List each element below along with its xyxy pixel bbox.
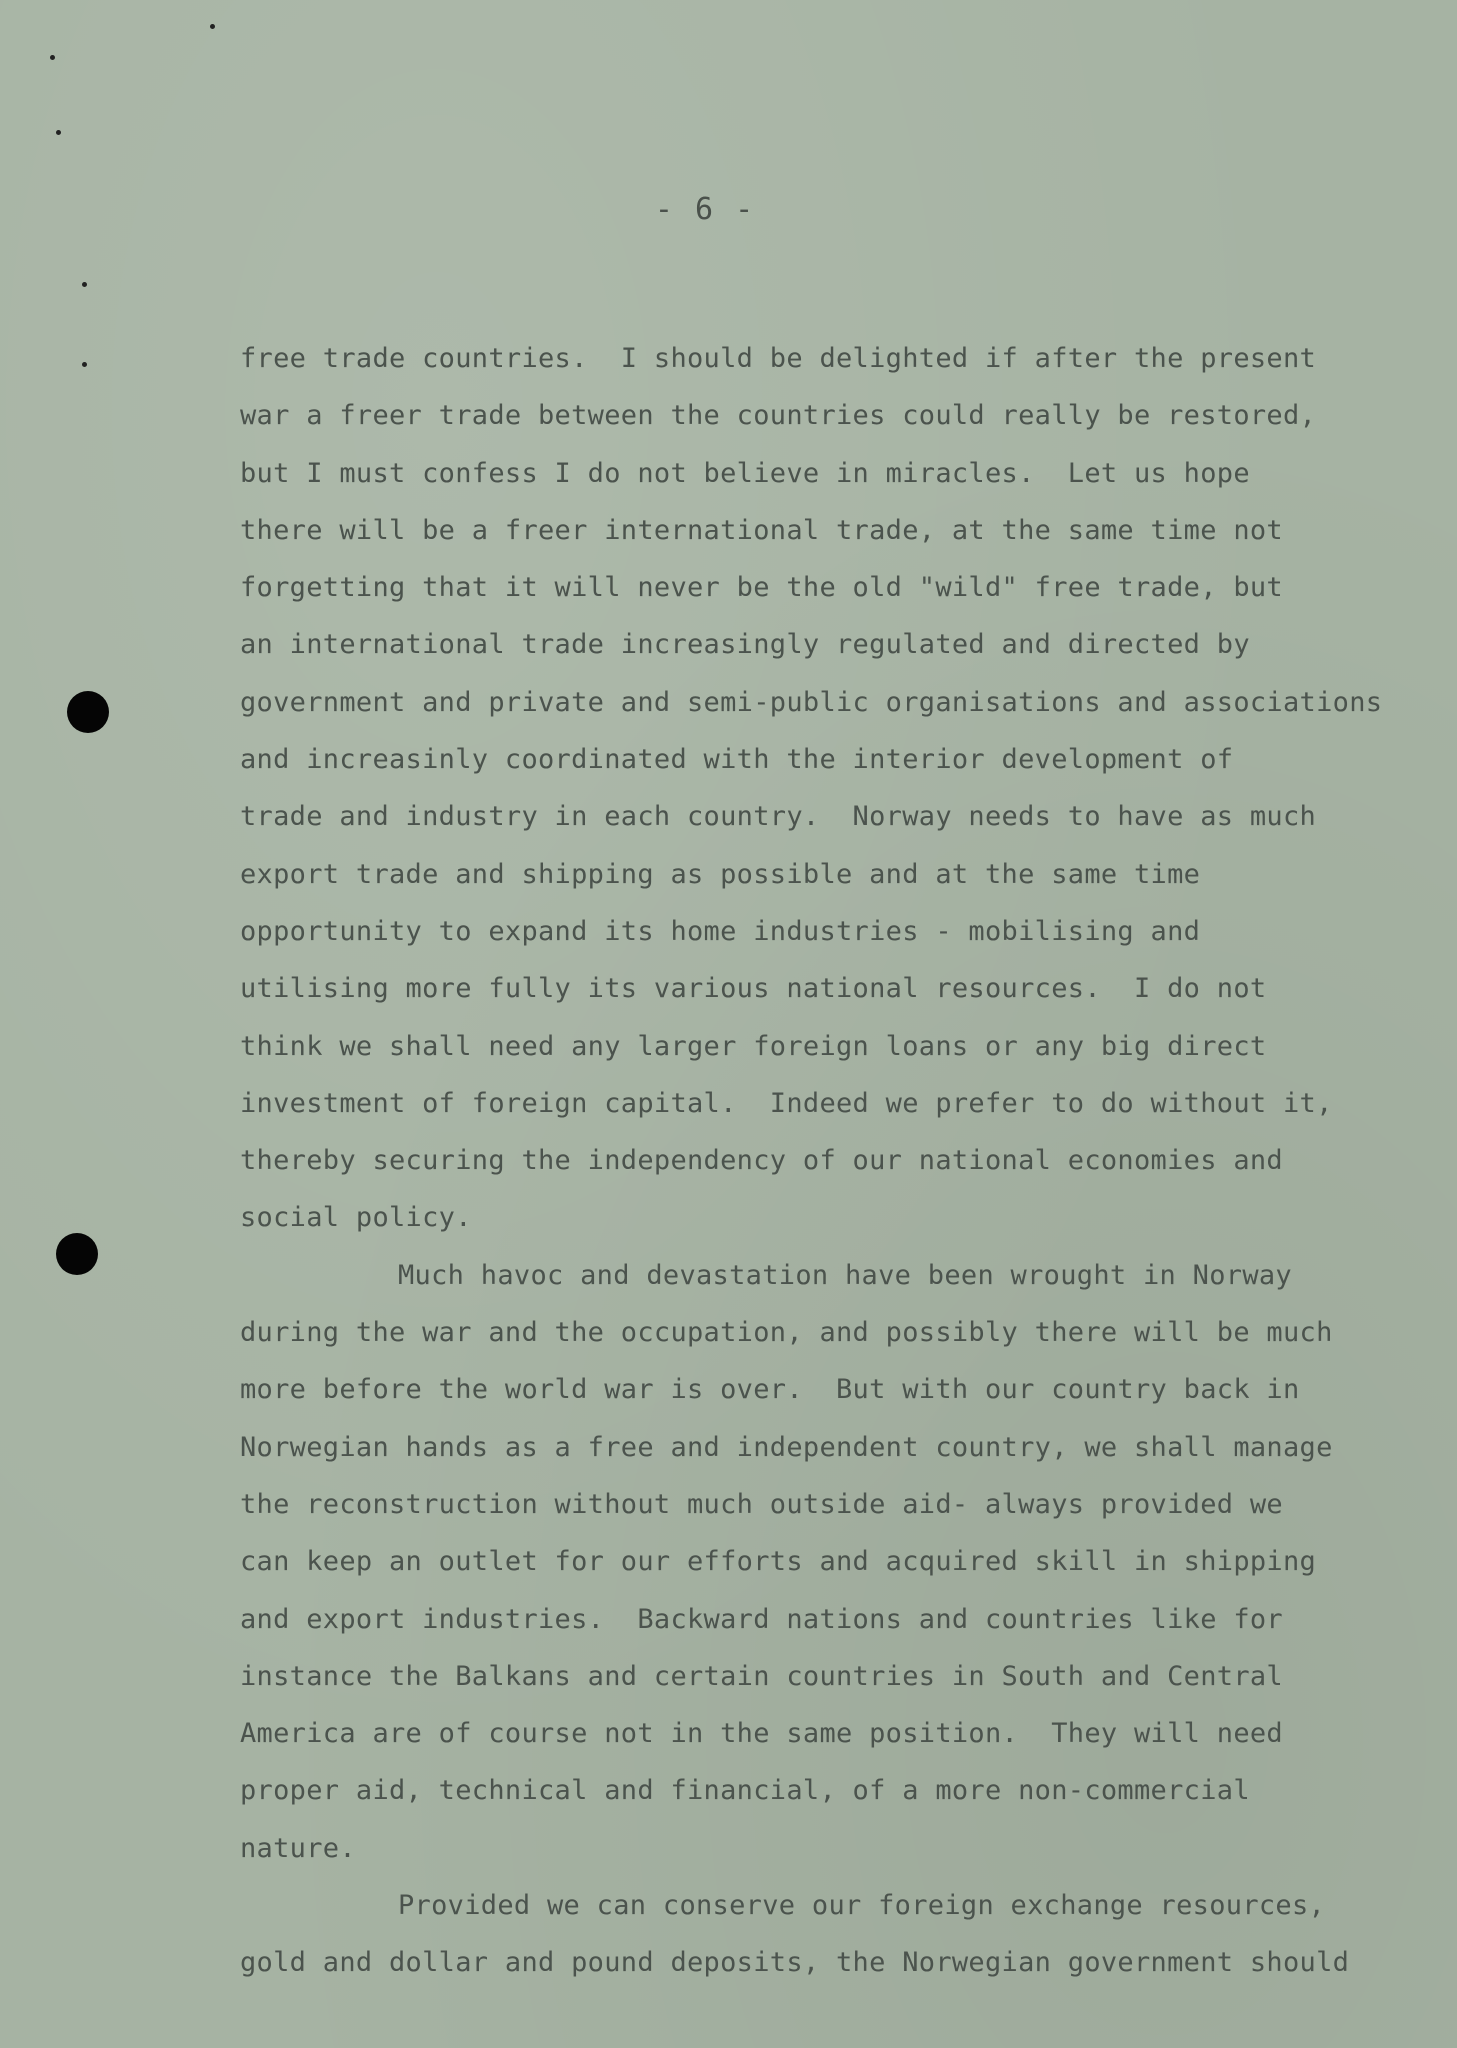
text-line: free trade countries. I should be delighted if after the present [240, 343, 1317, 374]
punch-hole-top [67, 691, 109, 733]
text-line: opportunity to expand its home industries - mobilising and [240, 915, 1201, 947]
text-line: an international trade increasingly regulated and directed by [240, 629, 1250, 661]
text-line: but I must confess I do not believe in miracles. Let us hope [240, 457, 1250, 489]
speck-mark [50, 55, 55, 60]
text-line: proper aid, technical and financial, of a more non-commercial [240, 1775, 1250, 1807]
text-line: forgetting that it will never be the old "wild" free trade, but [240, 572, 1283, 604]
text-line: the reconstruction without much outside aid- always provided we [240, 1488, 1283, 1520]
text-line: war a freer trade between the countries could really be restored, [240, 400, 1317, 432]
speck-mark [210, 24, 215, 29]
text-line: export trade and shipping as possible and at the same time [240, 858, 1201, 890]
text-line: during the war and the occupation, and possibly there will be much [240, 1317, 1333, 1349]
text-line: social policy. [240, 1202, 472, 1234]
speck-mark [56, 130, 61, 135]
text-line: Provided we can conserve our foreign exchange resources, [398, 1890, 1326, 1922]
text-line: government and private and semi-public organisations and associations [240, 686, 1383, 718]
body-text [240, 330, 1420, 1992]
page-number: - 6 - [654, 192, 756, 227]
speck-mark [82, 362, 87, 367]
text-line: think we shall need any larger foreign loans or any big direct [240, 1030, 1267, 1062]
text-line: nature. [240, 1832, 356, 1864]
speck-mark [82, 282, 87, 287]
text-line: investment of foreign capital. Indeed we prefer to do without it, [240, 1087, 1333, 1119]
text-line: trade and industry in each country. Norway needs to have as much [240, 801, 1317, 833]
text-line: Much havoc and devastation have been wrought in Norway [398, 1259, 1292, 1291]
text-line: there will be a freer international trade, at the same time not [240, 514, 1283, 546]
punch-hole-bottom [56, 1233, 98, 1275]
text-line: instance the Balkans and certain countries in South and Central [240, 1660, 1283, 1692]
text-line: can keep an outlet for our efforts and acquired skill in shipping [240, 1546, 1317, 1578]
text-line: America are of course not in the same position. They will need [240, 1718, 1283, 1750]
text-line: and increasinly coordinated with the interior development of [240, 744, 1234, 776]
text-line: gold and dollar and pound deposits, the Norwegian government should [240, 1947, 1350, 1979]
text-line: and export industries. Backward nations and countries like for [240, 1603, 1283, 1635]
text-line: more before the world war is over. But with our country back in [240, 1374, 1300, 1406]
text-line: Norwegian hands as a free and independent country, we shall manage [240, 1431, 1333, 1463]
text-line: thereby securing the independency of our national economies and [240, 1145, 1283, 1177]
text-line: utilising more fully its various national resources. I do not [240, 973, 1267, 1005]
